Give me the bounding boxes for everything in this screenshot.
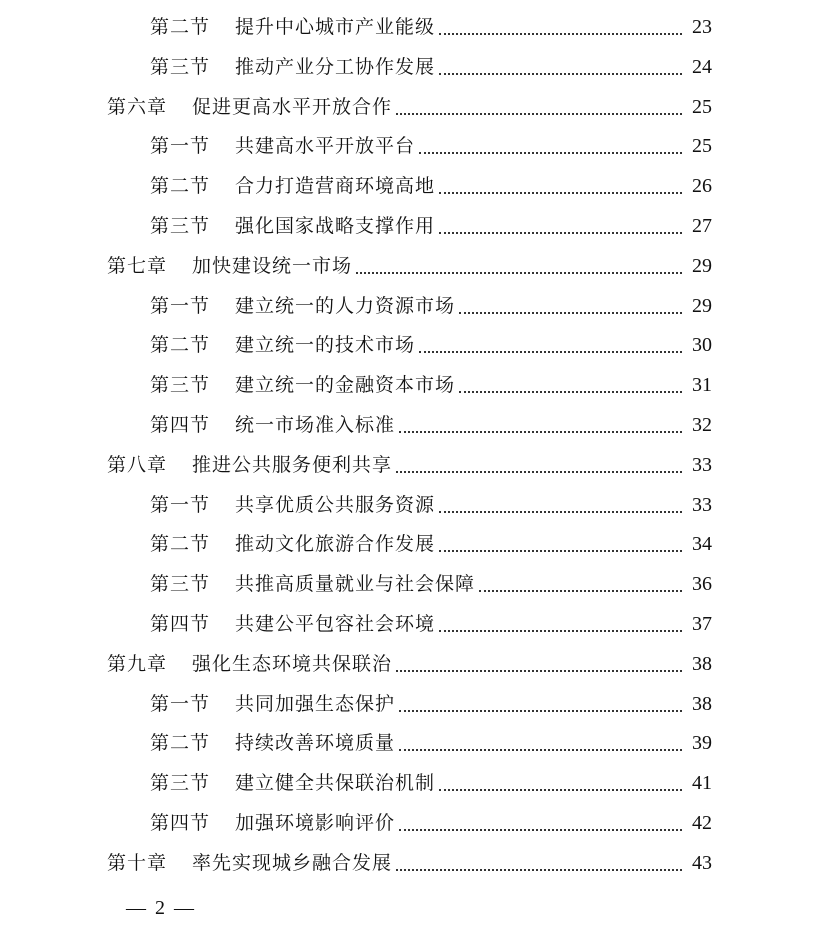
toc-dot-leader [399, 749, 682, 751]
toc-dot-leader [439, 789, 682, 791]
toc-section-entry [150, 768, 712, 798]
toc-entry-title: 持续改善环境质量 [235, 732, 396, 755]
toc-entry-number: 第三节 [150, 374, 211, 397]
toc-entry-page: 33 [692, 453, 712, 476]
toc-dot-leader [459, 391, 682, 393]
toc-entry-page: 37 [692, 613, 712, 635]
toc-chapter-entry [107, 848, 712, 878]
toc-entry-page: 24 [692, 55, 712, 78]
toc-entry-page: 39 [692, 732, 712, 755]
toc-section-entry [150, 370, 712, 400]
toc-entry-page: 25 [692, 135, 712, 158]
toc-entry-page: 29 [692, 254, 712, 277]
toc-dot-leader [419, 351, 682, 353]
toc-entry-number: 第六章 [107, 95, 168, 118]
toc-entry-title: 建立统一的金融资本市场 [235, 374, 456, 397]
toc-entry-title: 共建公平包容社会环境 [235, 613, 436, 635]
toc-entry-page: 23 [692, 16, 712, 38]
toc-dot-leader [419, 152, 682, 154]
toc-entry-title: 率先实现城乡融合发展 [192, 851, 393, 874]
toc-entry-title: 推进公共服务便利共享 [192, 453, 393, 476]
toc-section-entry [150, 808, 712, 838]
toc-dot-leader [396, 113, 682, 115]
toc-entry-number: 第九章 [107, 652, 168, 675]
toc-entry-number: 第八章 [107, 453, 168, 476]
toc-chapter-entry [107, 92, 712, 122]
toc-entry-page: 27 [692, 215, 712, 237]
toc-entry-number: 第三节 [150, 772, 211, 795]
toc-entry-number: 第一节 [150, 294, 211, 317]
toc-entry-page: 30 [692, 334, 712, 357]
toc-entry-title: 加快建设统一市场 [192, 254, 353, 277]
toc-entry-title: 推动产业分工协作发展 [235, 55, 436, 78]
toc-entry-number: 第一节 [150, 692, 211, 715]
toc-entry-number: 第三节 [150, 573, 211, 596]
toc-entry-page: 25 [692, 95, 712, 118]
toc-section-entry [150, 569, 712, 599]
toc-section-entry [150, 410, 712, 440]
toc-dot-leader [396, 471, 682, 473]
toc-entry-number: 第一节 [150, 493, 211, 516]
toc-entry-number: 第二节 [150, 533, 211, 556]
toc-section-entry [150, 131, 712, 161]
toc-entry-number: 第三节 [150, 215, 211, 237]
toc-entry-number: 第三节 [150, 55, 211, 78]
toc-entry-title: 建立统一的技术市场 [235, 334, 416, 357]
toc-dot-leader [439, 232, 682, 234]
toc-entry-number: 第二节 [150, 334, 211, 357]
toc-dot-leader [399, 829, 682, 831]
page-footer-number: — 2 — [126, 897, 196, 919]
toc-dot-leader [396, 670, 682, 672]
toc-entry-page: 38 [692, 652, 712, 675]
toc-entry-page: 33 [692, 493, 712, 516]
toc-entry-number: 第四节 [150, 812, 211, 834]
toc-entry-page: 26 [692, 175, 712, 198]
toc-entry-number: 第二节 [150, 732, 211, 755]
toc-entry-title: 强化国家战略支撑作用 [235, 215, 436, 237]
toc-entry-title: 共建高水平开放平台 [235, 135, 416, 158]
toc-entry-number: 第二节 [150, 16, 211, 38]
toc-dot-leader [439, 73, 682, 75]
toc-entry-title: 强化生态环境共保联治 [192, 652, 393, 675]
toc-section-entry [150, 211, 712, 241]
toc-entry-title: 合力打造营商环境高地 [235, 175, 436, 198]
toc-entry-title: 共推高质量就业与社会保障 [235, 573, 476, 596]
toc-dot-leader [439, 192, 682, 194]
toc-entry-title: 促进更高水平开放合作 [192, 95, 393, 118]
toc-dot-leader [439, 630, 682, 632]
toc-entry-title: 建立健全共保联治机制 [235, 772, 436, 795]
toc-dot-leader [439, 511, 682, 513]
toc-entry-page: 34 [692, 533, 712, 556]
toc-chapter-entry [107, 450, 712, 480]
toc-entry-page: 29 [692, 294, 712, 317]
toc-dot-leader [439, 33, 682, 35]
toc-entry-number: 第一节 [150, 135, 211, 158]
toc-entry-title: 共同加强生态保护 [235, 692, 396, 715]
toc-entry-title: 提升中心城市产业能级 [235, 16, 436, 38]
toc-section-entry [150, 689, 712, 719]
toc-dot-leader [459, 312, 682, 314]
toc-entry-title: 共享优质公共服务资源 [235, 493, 436, 516]
toc-section-entry [150, 12, 712, 42]
toc-entry-page: 32 [692, 414, 712, 436]
toc-entry-number: 第四节 [150, 613, 211, 635]
toc-section-entry [150, 609, 712, 639]
toc-entry-title: 推动文化旅游合作发展 [235, 533, 436, 556]
toc-entry-title: 统一市场准入标准 [235, 414, 396, 436]
toc-entry-page: 43 [692, 851, 712, 874]
toc-dot-leader [356, 272, 682, 274]
toc-entry-number: 第四节 [150, 414, 211, 436]
toc-entry-page: 42 [692, 812, 712, 834]
toc-chapter-entry [107, 251, 712, 281]
toc-section-entry [150, 529, 712, 559]
toc-entry-number: 第十章 [107, 851, 168, 874]
toc-section-entry [150, 330, 712, 360]
toc-section-entry [150, 52, 712, 82]
toc-entry-number: 第七章 [107, 254, 168, 277]
toc-entry-page: 31 [692, 374, 712, 397]
toc-entry-page: 38 [692, 692, 712, 715]
toc-entry-title: 建立统一的人力资源市场 [235, 294, 456, 317]
toc-entry-page: 36 [692, 573, 712, 596]
toc-dot-leader [399, 431, 682, 433]
toc-entry-title: 加强环境影响评价 [235, 812, 396, 834]
toc-dot-leader [396, 869, 682, 871]
toc-chapter-entry [107, 649, 712, 679]
toc-section-entry [150, 291, 712, 321]
toc-section-entry [150, 490, 712, 520]
toc-entry-page: 41 [692, 772, 712, 795]
toc-dot-leader [439, 550, 682, 552]
toc-entry-number: 第二节 [150, 175, 211, 198]
toc-dot-leader [399, 710, 682, 712]
toc-section-entry [150, 728, 712, 758]
toc-section-entry [150, 171, 712, 201]
toc-dot-leader [479, 590, 682, 592]
